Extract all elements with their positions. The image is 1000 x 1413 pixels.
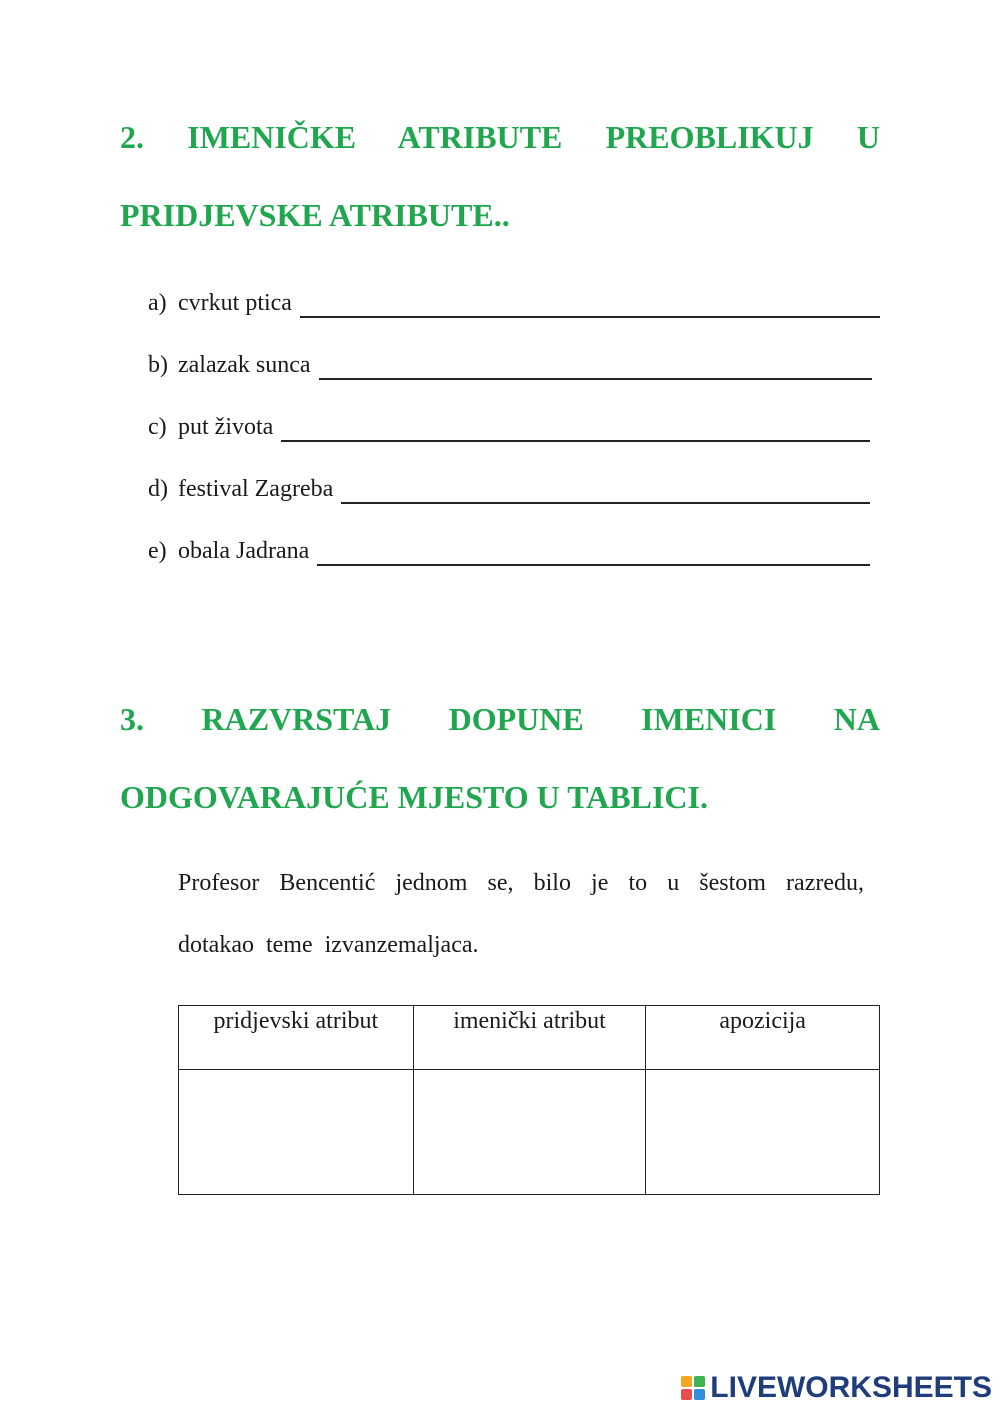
answer-line[interactable] — [341, 466, 870, 504]
item-marker: d) — [148, 476, 168, 502]
list-item — [148, 528, 880, 590]
answer-cell-apozicija[interactable] — [646, 1070, 880, 1195]
answer-cell-imenicki-atribut[interactable] — [413, 1070, 646, 1195]
liveworksheets-logo — [681, 1371, 992, 1405]
answer-line[interactable] — [300, 280, 880, 318]
section-2-heading-line-2: PRIDJEVSKE ATRIBUTE.. — [120, 197, 510, 233]
logo-block — [694, 1376, 705, 1387]
item-marker: e) — [148, 538, 167, 564]
item-label: zalazak sunca — [178, 352, 311, 378]
list-item — [148, 404, 880, 466]
answer-cell-pridjevski-atribut[interactable] — [179, 1070, 414, 1195]
exercise-list — [148, 280, 880, 590]
item-label: festival Zagreba — [178, 476, 334, 502]
classification-table — [178, 1005, 880, 1195]
list-item — [148, 280, 880, 342]
list-item — [148, 342, 880, 404]
logo-block — [694, 1389, 705, 1400]
section-3-heading-line-2: ODGOVARAJUĆE MJESTO U TABLICI. — [120, 779, 708, 815]
header-pridjevski-atribut: pridjevski atribut — [179, 1006, 414, 1070]
answer-line[interactable] — [281, 404, 870, 442]
example-sentence-line-2: dotakao teme izvanzemaljaca. — [178, 932, 479, 958]
header-imenicki-atribut: imenički atribut — [413, 1006, 646, 1070]
logo-text: LIVEWORKSHEETS — [710, 1371, 992, 1404]
item-label: cvrkut ptica — [178, 290, 292, 316]
example-sentence — [178, 852, 864, 976]
list-item — [148, 466, 880, 528]
table-row — [179, 1070, 880, 1195]
section-3-heading-line-1: 3. RAZVRSTAJ DOPUNE IMENICI NA — [120, 701, 880, 737]
table-header-row — [179, 1006, 880, 1070]
logo-blocks-icon — [681, 1376, 705, 1400]
section-2-heading-line-1: 2. IMENIČKE ATRIBUTE PREOBLIKUJ U — [120, 119, 880, 155]
section-3-heading — [120, 680, 880, 836]
item-marker: b) — [148, 352, 168, 378]
item-label: put života — [178, 414, 274, 440]
header-apozicija: apozicija — [646, 1006, 880, 1070]
section-2-heading — [120, 98, 880, 254]
example-sentence-line-1: Profesor Bencentić jednom se, bilo je to u šestom razredu, — [178, 870, 864, 896]
item-label: obala Jadrana — [178, 538, 310, 564]
logo-block — [681, 1389, 692, 1400]
item-marker: c) — [148, 414, 167, 440]
item-marker: a) — [148, 290, 167, 316]
answer-line[interactable] — [319, 342, 872, 380]
answer-line[interactable] — [317, 528, 870, 566]
logo-block — [681, 1376, 692, 1387]
